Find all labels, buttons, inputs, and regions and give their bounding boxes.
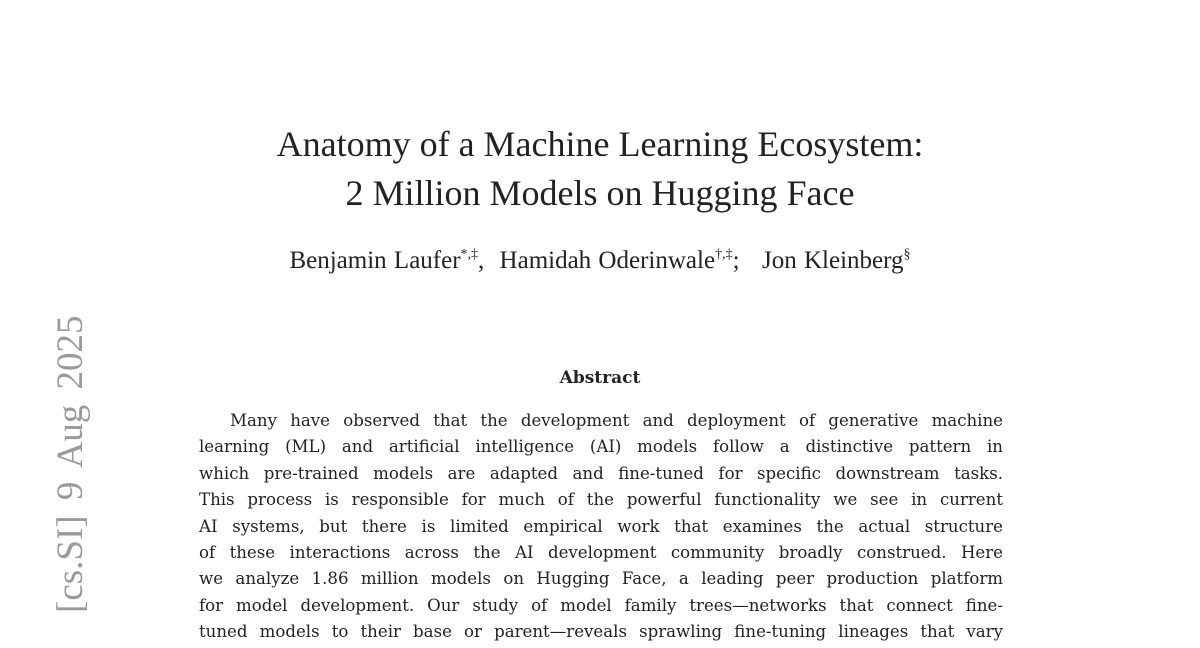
abstract-line: for model development. Our study of model family trees—networks that connect fine- (199, 595, 1003, 615)
arxiv-category: [cs.SI] (50, 515, 91, 613)
title-line-2: 2 Million Models on Hugging Face (345, 173, 855, 213)
author-separator: , (478, 247, 485, 274)
author-2 (500, 247, 733, 275)
abstract-heading: Abstract (559, 368, 641, 388)
abstract-line: This process is responsible for much of the powerful functionality we see in current (199, 490, 1003, 510)
author-affiliation-marks: *,‡ (460, 247, 479, 262)
abstract-line: learning (ML) and artificial intelligence (AI) models follow a distinctive pattern in (199, 437, 1003, 457)
paper-title (0, 120, 1200, 218)
author-3 (762, 247, 911, 275)
abstract-line: we analyze 1.86 million models on Hugging Face, a leading peer production platform (199, 569, 1003, 589)
abstract-line: which pre-trained models are adapted and fine-tuned for specific downstream tasks. (199, 463, 1003, 483)
arxiv-side-stamp (52, 308, 89, 613)
title-line-1: Anatomy of a Machine Learning Ecosystem: (276, 124, 924, 164)
author-affiliation-marks: †,‡ (715, 247, 733, 262)
author-name: Jon Kleinberg (762, 247, 904, 274)
abstract-line: of these interactions across the AI development community broadly construed. Here (199, 543, 1003, 563)
arxiv-date: 9 Aug 2025 (50, 315, 91, 501)
abstract-line: AI systems, but there is limited empirical work that examines the actual structure (199, 516, 1003, 536)
abstract-line: tuned models to their base or parent—reveals sprawling fine-tuning lineages that vary (199, 622, 1003, 642)
author-list (0, 247, 1200, 275)
author-name: Hamidah Oderinwale (499, 247, 716, 274)
author-separator: ; (732, 247, 747, 274)
author-name: Benjamin Laufer (289, 247, 461, 274)
abstract-line: Many have observed that the development and deployment of generative machine (230, 411, 1003, 430)
abstract-body (199, 408, 1003, 646)
author-affiliation-marks: § (903, 247, 911, 262)
author-1 (289, 247, 478, 275)
